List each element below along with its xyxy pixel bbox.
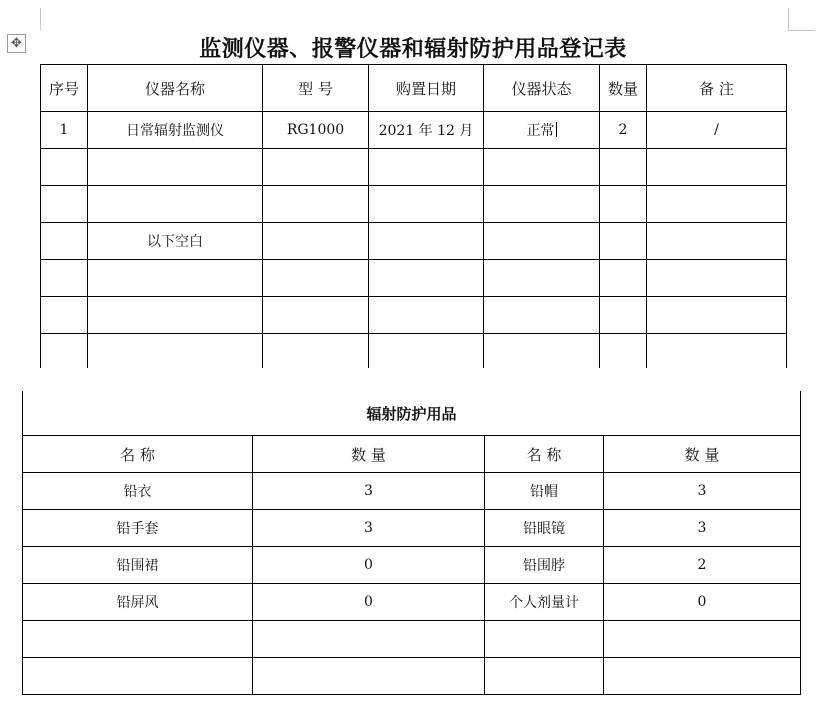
page-corner-mark-right bbox=[788, 8, 815, 31]
table-cell[interactable] bbox=[600, 334, 647, 369]
table-cell[interactable] bbox=[604, 658, 801, 695]
table-row bbox=[41, 260, 787, 297]
table-cell[interactable] bbox=[23, 658, 253, 695]
table-row bbox=[23, 510, 801, 547]
header-cell-instrument-name: 仪器名称 bbox=[88, 65, 263, 112]
table-row bbox=[23, 584, 801, 621]
table-cell[interactable]: 0 bbox=[253, 584, 485, 621]
table-cell[interactable] bbox=[41, 149, 88, 186]
table-cell[interactable]: 日常辐射监测仪 bbox=[88, 112, 263, 149]
table-cell[interactable]: 3 bbox=[604, 510, 801, 547]
header-cell-purchase-date: 购置日期 bbox=[369, 65, 484, 112]
table-cell[interactable] bbox=[41, 260, 88, 297]
table1-header-row bbox=[41, 65, 787, 112]
table-cell[interactable] bbox=[647, 334, 787, 369]
table-cell[interactable] bbox=[263, 260, 369, 297]
table-cell[interactable] bbox=[647, 260, 787, 297]
table-cell[interactable]: 铅屏风 bbox=[23, 584, 253, 621]
table-cell[interactable] bbox=[600, 223, 647, 260]
table-cell[interactable]: 铅衣 bbox=[23, 473, 253, 510]
table-cell[interactable] bbox=[484, 334, 600, 369]
table-cell[interactable]: 0 bbox=[604, 584, 801, 621]
table-cell[interactable] bbox=[484, 297, 600, 334]
status-text: 正常 bbox=[526, 123, 555, 139]
table-cell-status-editing[interactable] bbox=[484, 112, 600, 149]
table-cell[interactable] bbox=[485, 658, 604, 695]
table-cell[interactable] bbox=[369, 297, 484, 334]
table-cell[interactable] bbox=[647, 149, 787, 186]
table-cell[interactable] bbox=[484, 223, 600, 260]
table-cell[interactable] bbox=[484, 186, 600, 223]
table-cell[interactable] bbox=[41, 186, 88, 223]
table-cell[interactable] bbox=[647, 186, 787, 223]
table-cell[interactable] bbox=[88, 297, 263, 334]
header-cell-quantity-left: 数 量 bbox=[253, 436, 485, 473]
header-cell-status: 仪器状态 bbox=[484, 65, 600, 112]
table-cell[interactable]: 个人剂量计 bbox=[485, 584, 604, 621]
table-row bbox=[41, 149, 787, 186]
table2-title: 辐射防护用品 bbox=[23, 391, 801, 436]
table-cell[interactable] bbox=[263, 149, 369, 186]
table-cell[interactable] bbox=[253, 621, 485, 658]
table-cell[interactable] bbox=[604, 621, 801, 658]
table-cell[interactable] bbox=[253, 658, 485, 695]
table-cell[interactable] bbox=[88, 149, 263, 186]
table-cell[interactable] bbox=[647, 223, 787, 260]
table2-title-row bbox=[23, 391, 801, 436]
table-cell[interactable] bbox=[600, 186, 647, 223]
table-cell[interactable] bbox=[484, 260, 600, 297]
table-cell[interactable] bbox=[369, 149, 484, 186]
table-cell[interactable] bbox=[647, 297, 787, 334]
header-cell-index: 序号 bbox=[41, 65, 88, 112]
table-cell[interactable] bbox=[88, 186, 263, 223]
table-cell[interactable] bbox=[88, 334, 263, 369]
table-cell[interactable] bbox=[41, 223, 88, 260]
table-cell[interactable] bbox=[369, 186, 484, 223]
table-cell[interactable] bbox=[369, 223, 484, 260]
table-cell[interactable] bbox=[263, 186, 369, 223]
table-cell[interactable]: 铅眼镜 bbox=[485, 510, 604, 547]
table-cell[interactable]: 2021 年 12 月 bbox=[369, 112, 484, 149]
table-cell[interactable]: 1 bbox=[41, 112, 88, 149]
table-cell-blank-note[interactable]: 以下空白 bbox=[88, 223, 263, 260]
header-cell-name-left: 名 称 bbox=[23, 436, 253, 473]
table-cell[interactable] bbox=[263, 334, 369, 369]
header-cell-quantity: 数量 bbox=[600, 65, 647, 112]
table-row bbox=[41, 297, 787, 334]
table-cell[interactable]: 铅手套 bbox=[23, 510, 253, 547]
table-cell[interactable] bbox=[600, 297, 647, 334]
move-arrows-icon[interactable]: ✥ bbox=[7, 34, 26, 53]
table-cell[interactable] bbox=[369, 334, 484, 369]
table-cell[interactable] bbox=[41, 334, 88, 369]
table1-title: 监测仪器、报警仪器和辐射防护用品登记表 bbox=[199, 37, 627, 62]
table-cell[interactable]: 3 bbox=[253, 473, 485, 510]
table-cell[interactable]: 0 bbox=[253, 547, 485, 584]
table-row bbox=[23, 658, 801, 695]
table-row bbox=[41, 223, 787, 260]
instrument-register-table bbox=[40, 64, 787, 368]
table-cell[interactable] bbox=[263, 223, 369, 260]
table-cell[interactable] bbox=[369, 260, 484, 297]
table-cell[interactable]: 2 bbox=[600, 112, 647, 149]
text-caret bbox=[556, 122, 557, 137]
table-cell[interactable] bbox=[600, 149, 647, 186]
table-row bbox=[41, 334, 787, 369]
table2-header-row bbox=[23, 436, 801, 473]
table-cell[interactable]: 铅帽 bbox=[485, 473, 604, 510]
table-cell[interactable] bbox=[485, 621, 604, 658]
table-row bbox=[41, 186, 787, 223]
table-cell[interactable]: 铅围裙 bbox=[23, 547, 253, 584]
table-cell[interactable] bbox=[600, 260, 647, 297]
table-cell[interactable]: / bbox=[647, 112, 787, 149]
table-cell[interactable]: 3 bbox=[253, 510, 485, 547]
header-cell-quantity-right: 数 量 bbox=[604, 436, 801, 473]
table-cell[interactable]: 3 bbox=[604, 473, 801, 510]
protective-equipment-table bbox=[22, 391, 801, 695]
table-cell[interactable] bbox=[23, 621, 253, 658]
table-cell[interactable] bbox=[484, 149, 600, 186]
table-cell[interactable]: 2 bbox=[604, 547, 801, 584]
table-cell[interactable] bbox=[88, 260, 263, 297]
table-cell[interactable] bbox=[263, 297, 369, 334]
table-row bbox=[23, 473, 801, 510]
table-row bbox=[41, 112, 787, 149]
header-cell-remarks: 备 注 bbox=[647, 65, 787, 112]
header-cell-name-right: 名 称 bbox=[485, 436, 604, 473]
table-cell[interactable]: 铅围脖 bbox=[485, 547, 604, 584]
table-row bbox=[23, 621, 801, 658]
table-row bbox=[23, 547, 801, 584]
table-cell[interactable] bbox=[41, 297, 88, 334]
table-cell[interactable]: RG1000 bbox=[263, 112, 369, 149]
header-cell-model: 型 号 bbox=[263, 65, 369, 112]
page-corner-mark-left bbox=[40, 8, 41, 30]
